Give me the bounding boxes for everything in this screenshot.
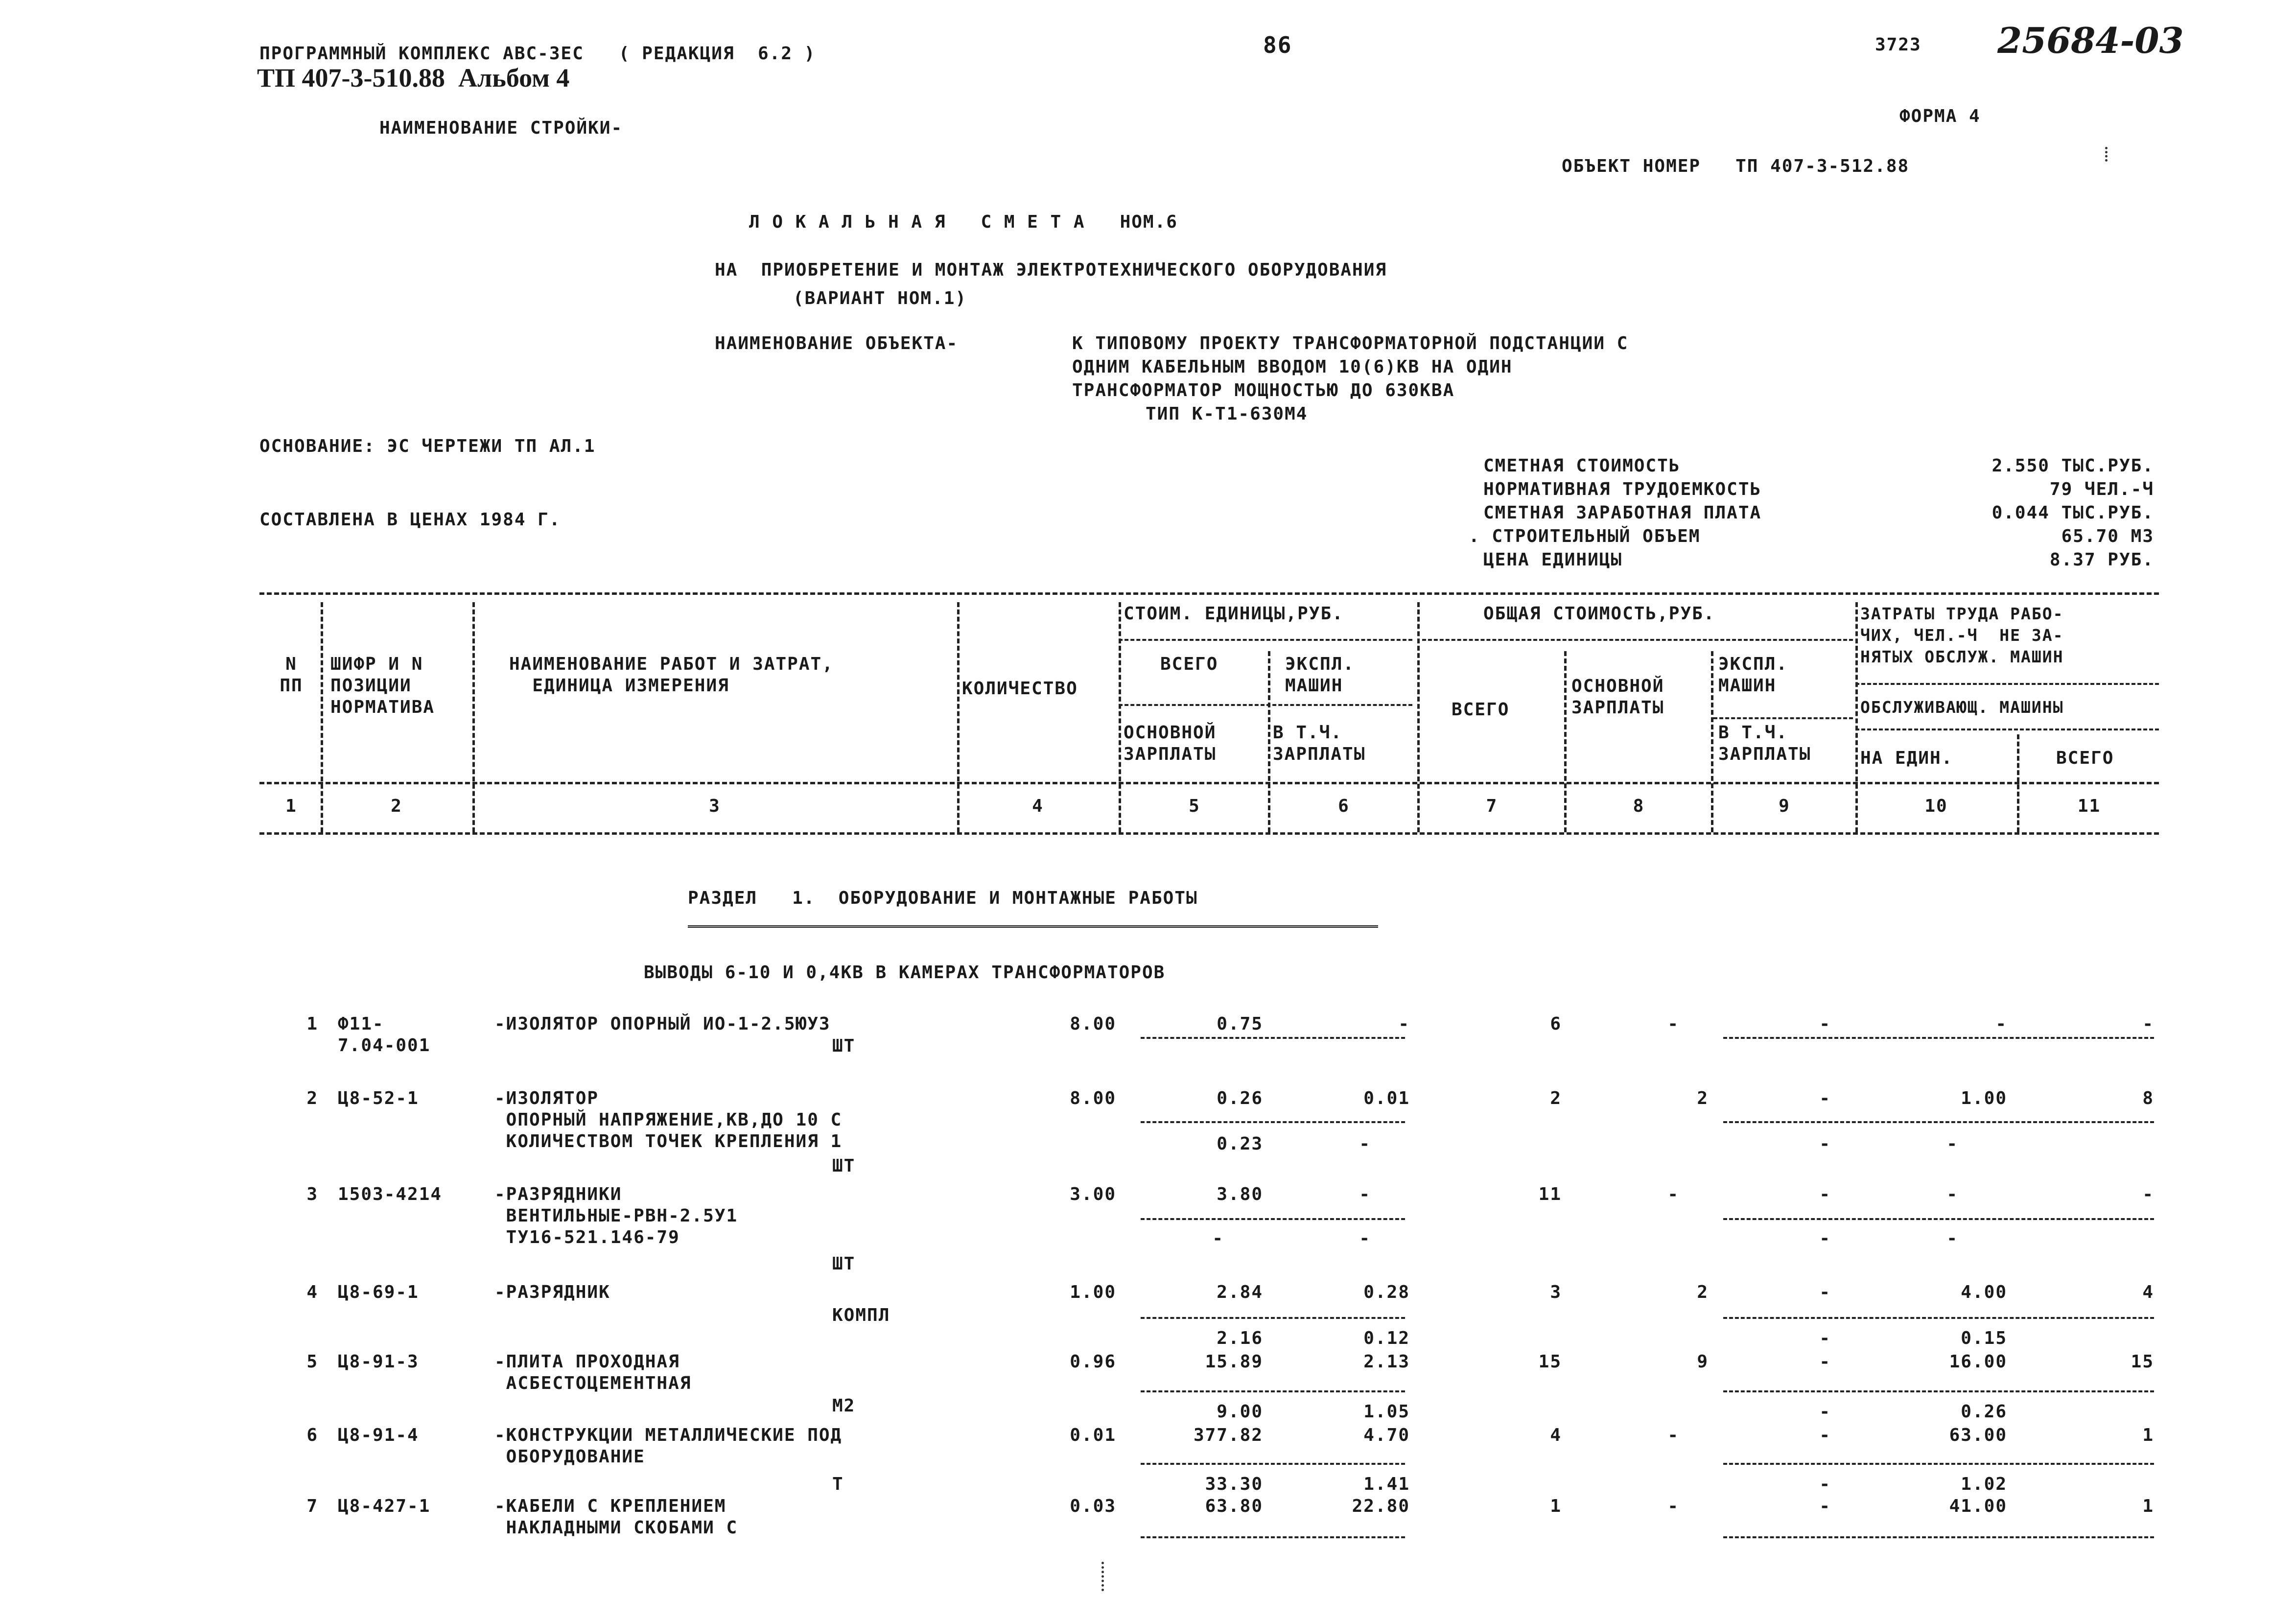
- row-name: -РАЗРЯДНИКИ ВЕНТИЛЬНЫЕ-РВН-2.5У1 ТУ16-521.146-79: [494, 1184, 738, 1247]
- row-c10b: 1.02: [1961, 1474, 2007, 1494]
- rule: [259, 592, 2159, 595]
- code-number: 3723: [1875, 35, 1921, 55]
- summary-value: 65.70 М3: [2061, 526, 2154, 546]
- col-number: 7: [1486, 796, 1498, 816]
- row-c9b: -: [1819, 1134, 1831, 1154]
- row-number: 6: [306, 1425, 318, 1445]
- row-c7: 3: [1550, 1282, 1562, 1302]
- object-label: НАИМЕНОВАНИЕ ОБЪЕКТА-: [715, 333, 959, 353]
- row-c9b: -: [1819, 1474, 1831, 1494]
- row-c10: 1.00: [1961, 1088, 2007, 1108]
- row-unit: Т: [832, 1474, 844, 1494]
- row-c11: -: [2142, 1014, 2154, 1034]
- row-c6: 0.28: [1363, 1282, 1410, 1302]
- row-c6b: 1.05: [1363, 1402, 1410, 1422]
- row-number: 3: [306, 1184, 318, 1204]
- row-c9b: -: [1819, 1328, 1831, 1348]
- variant-line: (ВАРИАНТ НОМ.1): [793, 288, 967, 308]
- rule: [259, 782, 2159, 784]
- scan-mark: [1101, 1562, 1104, 1591]
- row-c7: 11: [1538, 1184, 1562, 1204]
- object-line-4: ТИП К-Т1-630М4: [1146, 404, 1308, 424]
- form-label: ФОРМА 4: [1899, 106, 1981, 126]
- row-c10: 16.00: [1949, 1352, 2007, 1372]
- row-name: -ИЗОЛЯТОР ОПОРНЫЙ НАПРЯЖЕНИЕ,КВ,ДО 10 С КОЛИЧЕСТВОМ ТОЧЕК КРЕПЛЕНИЯ 1: [494, 1088, 843, 1151]
- row-c6b: 1.41: [1363, 1474, 1410, 1494]
- row-c6: 0.01: [1363, 1088, 1410, 1108]
- scan-mark: [2105, 147, 2108, 162]
- col-header-6b: В Т.Ч. ЗАРПЛАТЫ: [1273, 723, 1366, 764]
- rule: [1723, 1218, 2154, 1220]
- row-qty: 0.03: [1070, 1496, 1116, 1516]
- rule: [1723, 1390, 2154, 1392]
- summary-value: 8.37 РУБ.: [2049, 550, 2154, 570]
- row-c6b: -: [1359, 1134, 1371, 1154]
- row-c10b: 0.15: [1961, 1328, 2007, 1348]
- row-c7: 15: [1538, 1352, 1562, 1372]
- row-c10: -: [1946, 1184, 1958, 1204]
- col-number: 1: [285, 796, 297, 816]
- row-name: -РАЗРЯДНИК: [494, 1282, 610, 1302]
- rule: [1141, 1463, 1405, 1465]
- row-unit: ШТ: [832, 1036, 856, 1056]
- document-number: 25684-03: [1997, 20, 2184, 61]
- rule: [1855, 683, 2159, 685]
- row-code: Ф11- 7.04-001: [338, 1014, 431, 1056]
- row-c5: 0.26: [1217, 1088, 1263, 1108]
- summary-value: 79 ЧЕЛ.-Ч: [2049, 479, 2154, 499]
- row-c5b: 2.16: [1217, 1328, 1263, 1348]
- row-c10: 41.00: [1949, 1496, 2007, 1516]
- summary-value: 2.550 ТЫС.РУБ.: [1991, 456, 2154, 476]
- row-qty: 8.00: [1070, 1088, 1116, 1108]
- row-unit: М2: [832, 1396, 856, 1416]
- row-c10b: -: [1946, 1134, 1958, 1154]
- col-header-qty: КОЛИЧЕСТВО: [962, 679, 1078, 699]
- row-c6: 2.13: [1363, 1352, 1410, 1372]
- row-number: 1: [306, 1014, 318, 1034]
- row-code: Ц8-91-4: [338, 1425, 419, 1445]
- row-c10b: 0.26: [1961, 1402, 2007, 1422]
- summary-value: 0.044 ТЫС.РУБ.: [1991, 503, 2154, 523]
- rule: [1723, 1463, 2154, 1465]
- row-c5b: 9.00: [1217, 1402, 1263, 1422]
- col-header-7: ВСЕГО: [1452, 700, 1510, 720]
- row-c9b: -: [1819, 1402, 1831, 1422]
- object-line-1: К ТИПОВОМУ ПРОЕКТУ ТРАНСФОРМАТОРНОЙ ПОДСТАНЦИИ С: [1072, 333, 1629, 353]
- row-code: Ц8-427-1: [338, 1496, 431, 1516]
- row-c5: 2.84: [1217, 1282, 1263, 1302]
- row-c6b: -: [1359, 1228, 1371, 1248]
- object-number: ОБЪЕКТ НОМЕР ТП 407-3-512.88: [1562, 156, 1910, 176]
- rule: [1855, 728, 2159, 730]
- row-c10: 63.00: [1949, 1425, 2007, 1445]
- row-code: Ц8-69-1: [338, 1282, 419, 1302]
- col-header-code: ШИФР И N ПОЗИЦИИ НОРМАТИВА: [330, 654, 435, 717]
- row-c5: 377.82: [1193, 1425, 1263, 1445]
- row-c7: 1: [1550, 1496, 1562, 1516]
- section-subtitle: ВЫВОДЫ 6-10 И 0,4КВ В КАМЕРАХ ТРАНСФОРМАТОРОВ: [644, 963, 1166, 983]
- row-c10b: -: [1946, 1228, 1958, 1248]
- col-header-n: N ПП: [280, 654, 303, 696]
- page-number: 86: [1263, 32, 1292, 58]
- col-divider: [2017, 734, 2019, 832]
- rule: [1141, 1536, 1405, 1538]
- rule: [1141, 1317, 1405, 1319]
- col-number: 8: [1633, 796, 1645, 816]
- row-number: 2: [306, 1088, 318, 1108]
- col-header-9a: ЭКСПЛ. МАШИН: [1718, 654, 1788, 696]
- row-name: -ПЛИТА ПРОХОДНАЯ АСБЕСТОЦЕМЕНТНАЯ: [494, 1352, 692, 1393]
- row-number: 4: [306, 1282, 318, 1302]
- summary-label: НОРМАТИВНАЯ ТРУДОЕМКОСТЬ: [1483, 479, 1762, 499]
- row-c8: -: [1667, 1496, 1679, 1516]
- program-header: ПРОГРАММНЫЙ КОМПЛЕКС АВС-3ЕС ( РЕДАКЦИЯ 6.2 ): [259, 44, 816, 64]
- col-header-8: ОСНОВНОЙ ЗАРПЛАТЫ: [1571, 676, 1664, 718]
- summary-label: СМЕТНАЯ ЗАРАБОТНАЯ ПЛАТА: [1483, 503, 1762, 523]
- row-unit: ШТ: [832, 1156, 856, 1176]
- col-number: 3: [709, 796, 721, 816]
- row-c11: 4: [2142, 1282, 2154, 1302]
- row-unit: ШТ: [832, 1254, 856, 1274]
- summary-label: . СТРОИТЕЛЬНЫЙ ОБЪЕМ: [1469, 526, 1701, 546]
- row-c9: -: [1819, 1352, 1831, 1372]
- row-number: 7: [306, 1496, 318, 1516]
- row-qty: 8.00: [1070, 1014, 1116, 1034]
- col-number: 4: [1032, 796, 1044, 816]
- row-c7: 2: [1550, 1088, 1562, 1108]
- row-c11: 1: [2142, 1425, 2154, 1445]
- row-qty: 3.00: [1070, 1184, 1116, 1204]
- col-number: 9: [1779, 796, 1790, 816]
- col-number: 5: [1189, 796, 1200, 816]
- rule: [1141, 1390, 1405, 1392]
- col-number: 2: [391, 796, 402, 816]
- row-c8: 2: [1697, 1088, 1709, 1108]
- row-c8: -: [1667, 1184, 1679, 1204]
- row-code: 1503-4214: [338, 1184, 443, 1204]
- row-c9b: -: [1819, 1228, 1831, 1248]
- row-c5: 3.80: [1217, 1184, 1263, 1204]
- row-number: 5: [306, 1352, 318, 1372]
- purpose-line: НА ПРИОБРЕТЕНИЕ И МОНТАЖ ЭЛЕКТРОТЕХНИЧЕСКОГО ОБОРУДОВАНИЯ: [715, 260, 1387, 280]
- row-c6b: 0.12: [1363, 1328, 1410, 1348]
- rule: [1119, 639, 1412, 641]
- row-c5b: 0.23: [1217, 1134, 1263, 1154]
- row-c8: -: [1667, 1014, 1679, 1034]
- row-c9: -: [1819, 1014, 1831, 1034]
- rule: [1723, 1037, 2154, 1039]
- col-header-name: НАИМЕНОВАНИЕ РАБОТ И ЗАТРАТ, ЕДИНИЦА ИЗМЕРЕНИЯ: [509, 654, 834, 696]
- row-code: Ц8-52-1: [338, 1088, 419, 1108]
- rule: [1713, 717, 1853, 719]
- col-header-5a: ВСЕГО: [1160, 654, 1218, 674]
- row-c8: 2: [1697, 1282, 1709, 1302]
- row-c10: 4.00: [1961, 1282, 2007, 1302]
- row-name: -ИЗОЛЯТОР ОПОРНЫЙ ИО-1-2.5ЮУ3: [494, 1014, 831, 1034]
- rule: [1141, 1037, 1405, 1039]
- col-header-total-cost: ОБЩАЯ СТОИМОСТЬ,РУБ.: [1483, 604, 1715, 624]
- summary-label: СМЕТНАЯ СТОИМОСТЬ: [1483, 456, 1681, 476]
- row-code: Ц8-91-3: [338, 1352, 419, 1372]
- row-qty: 0.96: [1070, 1352, 1116, 1372]
- row-c11: 8: [2142, 1088, 2154, 1108]
- row-c9: -: [1819, 1282, 1831, 1302]
- rule: [1723, 1121, 2154, 1123]
- row-c6: -: [1398, 1014, 1410, 1034]
- col-number: 6: [1338, 796, 1350, 816]
- rule: [1141, 1218, 1405, 1220]
- row-c5: 15.89: [1205, 1352, 1263, 1372]
- album-label: ТП 407-3-510.88 Альбом 4: [257, 63, 570, 93]
- basis-line: ОСНОВАНИЕ: ЭС ЧЕРТЕЖИ ТП АЛ.1: [259, 436, 596, 456]
- row-qty: 0.01: [1070, 1425, 1116, 1445]
- col-header-unit-cost: СТОИМ. ЕДИНИЦЫ,РУБ.: [1124, 604, 1344, 624]
- row-c8: 9: [1697, 1352, 1709, 1372]
- row-name: -КАБЕЛИ С КРЕПЛЕНИЕМ НАКЛАДНЫМИ СКОБАМИ С: [494, 1496, 738, 1538]
- row-c10: -: [1995, 1014, 2007, 1034]
- row-c9: -: [1819, 1496, 1831, 1516]
- row-c5: 0.75: [1217, 1014, 1263, 1034]
- row-c6: -: [1359, 1184, 1371, 1204]
- estimate-title: Л О К А Л Ь Н А Я С М Е Т А НОМ.6: [749, 212, 1178, 232]
- rule: [1723, 1536, 2154, 1538]
- row-c6: 22.80: [1352, 1496, 1410, 1516]
- object-line-3: ТРАНСФОРМАТОР МОЩНОСТЬЮ ДО 630КВА: [1072, 380, 1455, 400]
- row-unit: КОМПЛ: [832, 1305, 890, 1325]
- col-number: 10: [1924, 796, 1948, 816]
- col-header-10: НА ЕДИН.: [1860, 748, 1953, 768]
- object-line-2: ОДНИМ КАБЕЛЬНЫМ ВВОДОМ 10(6)КВ НА ОДИН: [1072, 357, 1513, 377]
- row-c5b: 33.30: [1205, 1474, 1263, 1494]
- row-qty: 1.00: [1070, 1282, 1116, 1302]
- col-header-11: ВСЕГО: [2056, 748, 2114, 768]
- row-c7: 6: [1550, 1014, 1562, 1034]
- rule: [1119, 704, 1412, 706]
- rule: [1723, 1317, 2154, 1319]
- row-c11: 15: [2131, 1352, 2154, 1372]
- row-c6: 4.70: [1363, 1425, 1410, 1445]
- summary-label: ЦЕНА ЕДИНИЦЫ: [1483, 550, 1623, 570]
- row-c9: -: [1819, 1088, 1831, 1108]
- section-underline: [688, 925, 1378, 928]
- col-header-9b: В Т.Ч. ЗАРПЛАТЫ: [1718, 723, 1811, 764]
- row-c5b: -: [1212, 1228, 1224, 1248]
- rule: [259, 832, 2159, 835]
- row-c8: -: [1667, 1425, 1679, 1445]
- section-title: РАЗДЕЛ 1. ОБОРУДОВАНИЕ И МОНТАЖНЫЕ РАБОТЫ: [688, 888, 1198, 908]
- prices-line: СОСТАВЛЕНА В ЦЕНАХ 1984 Г.: [259, 510, 561, 530]
- col-header-labor: ЗАТРАТЫ ТРУДА РАБО- ЧИХ, ЧЕЛ.-Ч НЕ ЗА- НЯТЫХ ОБСЛУЖ. МАШИН: [1860, 604, 2064, 666]
- col-header-labor-machines: ОБСЛУЖИВАЮЩ. МАШИНЫ: [1860, 698, 2064, 717]
- row-c9: -: [1819, 1425, 1831, 1445]
- row-c11: -: [2142, 1184, 2154, 1204]
- col-header-5b: ОСНОВНОЙ ЗАРПЛАТЫ: [1124, 723, 1217, 764]
- row-c9: -: [1819, 1184, 1831, 1204]
- col-header-6a: ЭКСПЛ. МАШИН: [1285, 654, 1355, 696]
- col-number: 11: [2077, 796, 2101, 816]
- rule: [1422, 639, 1853, 641]
- row-c11: 1: [2142, 1496, 2154, 1516]
- rule: [1141, 1121, 1405, 1123]
- row-c5: 63.80: [1205, 1496, 1263, 1516]
- row-name: -КОНСТРУКЦИИ МЕТАЛЛИЧЕСКИЕ ПОД ОБОРУДОВАНИЕ: [494, 1425, 843, 1467]
- row-c7: 4: [1550, 1425, 1562, 1445]
- construction-label: НАИМЕНОВАНИЕ СТРОЙКИ-: [379, 118, 623, 138]
